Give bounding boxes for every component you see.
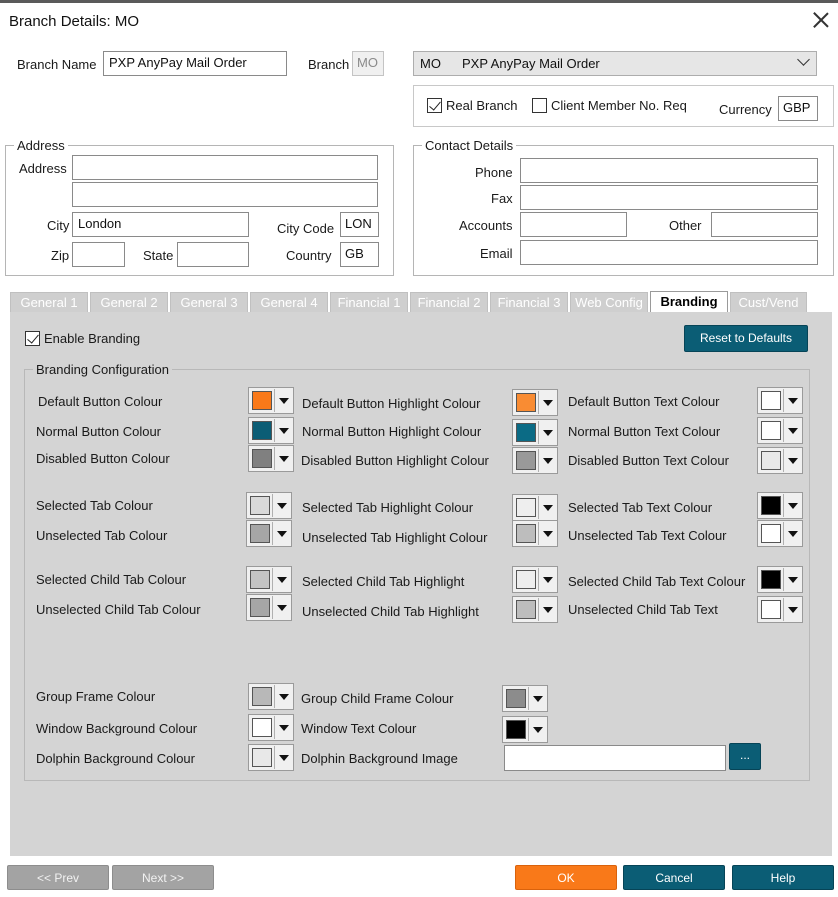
colour-chip (506, 720, 526, 739)
fax-input[interactable] (520, 185, 818, 210)
normal-button-text-colour-picker[interactable] (757, 417, 803, 444)
colour-chip (516, 570, 536, 589)
unselected-child-tab-text-picker[interactable] (757, 596, 803, 623)
dropdown-arrow-icon[interactable] (274, 746, 292, 769)
currency-label: Currency (719, 102, 772, 117)
dropdown-arrow-icon[interactable] (783, 449, 801, 472)
city-label: City (47, 218, 70, 233)
colour-chip (252, 449, 272, 468)
branch-name-label: Branch Name (17, 57, 97, 72)
unselected-child-tab-colour-label: Unselected Child Tab Colour (36, 602, 201, 617)
dropdown-arrow-icon[interactable] (274, 447, 292, 470)
dropdown-arrow-icon[interactable] (274, 685, 292, 708)
other-label: Other (669, 218, 702, 233)
city-code-input[interactable]: LON (340, 212, 379, 237)
branch-name-input[interactable]: PXP AnyPay Mail Order (103, 51, 287, 76)
disabled-button-colour-picker[interactable] (248, 445, 294, 472)
colour-chip (252, 718, 272, 737)
accounts-input[interactable] (520, 212, 627, 237)
reset-defaults-button[interactable]: Reset to Defaults (684, 325, 808, 352)
colour-chip (761, 421, 781, 440)
group-child-frame-colour-label: Group Child Frame Colour (301, 691, 454, 706)
colour-chip (250, 496, 270, 515)
branding-config-legend: Branding Configuration (36, 362, 169, 377)
selected-child-tab-highlight-picker[interactable] (512, 566, 558, 593)
dropdown-arrow-icon[interactable] (783, 522, 801, 545)
unselected-tab-highlight-colour-label: Unselected Tab Highlight Colour (302, 530, 488, 545)
selected-tab-colour-picker[interactable] (246, 492, 292, 519)
next-button[interactable]: Next >> (112, 865, 214, 890)
tab-general-4[interactable]: General 4 (250, 292, 328, 312)
unselected-child-tab-highlight-picker[interactable] (512, 596, 558, 623)
colour-chip (516, 393, 536, 412)
unselected-child-tab-text-label: Unselected Child Tab Text (568, 602, 718, 617)
dropdown-arrow-icon[interactable] (783, 598, 801, 621)
colour-chip (250, 598, 270, 617)
unselected-tab-colour-picker[interactable] (246, 520, 292, 547)
selected-tab-text-colour-label: Selected Tab Text Colour (568, 500, 713, 515)
branch-select[interactable] (413, 51, 817, 76)
selected-child-tab-colour-label: Selected Child Tab Colour (36, 572, 187, 587)
background-image-label: Dolphin Background Image (301, 751, 458, 766)
client-member-checkbox[interactable] (532, 98, 687, 113)
close-icon[interactable] (812, 11, 830, 29)
default-button-colour-label: Default Button Colour (38, 394, 163, 409)
unselected-child-tab-highlight-label: Unselected Child Tab Highlight (302, 604, 479, 619)
colour-chip (761, 524, 781, 543)
window-text-colour-picker[interactable] (502, 716, 548, 743)
real-branch-check-icon (427, 98, 442, 113)
colour-chip (516, 451, 536, 470)
enable-branding-check-icon (25, 331, 40, 346)
tab-financial-1[interactable]: Financial 1 (330, 292, 408, 312)
browse-button[interactable]: ... (729, 743, 761, 770)
disabled-button-colour-label: Disabled Button Colour (36, 451, 170, 466)
colour-chip (506, 689, 526, 708)
dropdown-arrow-icon[interactable] (783, 494, 801, 517)
tab-cust-vend[interactable]: Cust/Vend (730, 292, 807, 312)
default-button-highlight-colour-picker[interactable] (512, 389, 558, 416)
selected-child-tab-text-colour-label: Selected Child Tab Text Colour (568, 574, 746, 589)
address-line2-input[interactable] (72, 182, 378, 207)
dropdown-arrow-icon[interactable] (538, 449, 556, 472)
selected-child-tab-colour-picker[interactable] (246, 566, 292, 593)
window-top-border (0, 0, 838, 3)
country-input[interactable]: GB (340, 242, 379, 267)
tab-branding[interactable]: Branding (650, 291, 728, 313)
selected-child-tab-highlight-label: Selected Child Tab Highlight (302, 574, 465, 589)
state-label: State (143, 248, 174, 263)
contact-legend: Contact Details (425, 138, 514, 153)
address-legend: Address (17, 138, 65, 153)
group-child-frame-colour-picker[interactable] (502, 685, 548, 712)
currency-input[interactable]: GBP (778, 96, 818, 121)
default-button-text-colour-picker[interactable] (757, 387, 803, 414)
phone-label: Phone (475, 165, 513, 180)
address-label: Address (19, 161, 67, 176)
branch-code-field: MO (352, 51, 384, 76)
disabled-button-text-colour-picker[interactable] (757, 447, 803, 474)
colour-chip (516, 498, 536, 517)
real-branch-checkbox[interactable] (427, 98, 518, 113)
dropdown-arrow-icon[interactable] (274, 389, 292, 412)
disabled-button-highlight-colour-label: Disabled Button Highlight Colour (301, 453, 489, 468)
client-member-check-icon (532, 98, 547, 113)
colour-chip (252, 748, 272, 767)
default-button-highlight-colour-label: Default Button Highlight Colour (302, 396, 481, 411)
colour-chip (252, 421, 272, 440)
unselected-child-tab-colour-picker[interactable] (246, 594, 292, 621)
dropdown-arrow-icon[interactable] (272, 494, 290, 517)
group-frame-colour-label: Group Frame Colour (36, 689, 156, 704)
unselected-tab-highlight-colour-picker[interactable] (512, 520, 558, 547)
dropdown-arrow-icon[interactable] (538, 496, 556, 519)
zip-input[interactable] (72, 242, 125, 267)
default-button-text-colour-label: Default Button Text Colour (568, 394, 720, 409)
dropdown-arrow-icon[interactable] (783, 568, 801, 591)
branch-label: Branch (308, 57, 350, 72)
colour-chip (761, 600, 781, 619)
dropdown-arrow-icon[interactable] (272, 522, 290, 545)
selected-tab-highlight-colour-picker[interactable] (512, 494, 558, 521)
email-input[interactable] (520, 240, 818, 265)
unselected-tab-text-colour-picker[interactable] (757, 520, 803, 547)
real-branch-label: Real Branch (446, 98, 518, 113)
dropdown-arrow-icon[interactable] (528, 718, 546, 741)
prev-button[interactable]: << Prev (7, 865, 109, 890)
colour-chip (516, 524, 536, 543)
dropdown-arrow-icon[interactable] (538, 568, 556, 591)
disabled-button-highlight-colour-picker[interactable] (512, 447, 558, 474)
tab-financial-2[interactable]: Financial 2 (410, 292, 488, 312)
colour-chip (516, 600, 536, 619)
normal-button-colour-picker[interactable] (248, 417, 294, 444)
colour-chip (252, 687, 272, 706)
email-label: Email (480, 246, 513, 261)
selected-tab-highlight-colour-label: Selected Tab Highlight Colour (302, 500, 474, 515)
state-input[interactable] (177, 242, 249, 267)
cancel-button[interactable]: Cancel (623, 865, 725, 890)
dropdown-arrow-icon[interactable] (528, 687, 546, 710)
help-button[interactable]: Help (732, 865, 834, 890)
fax-label: Fax (491, 191, 513, 206)
tab-general-3[interactable]: General 3 (170, 292, 248, 312)
dropdown-arrow-icon[interactable] (272, 568, 290, 591)
background-image-input[interactable] (504, 745, 726, 771)
colour-chip (761, 391, 781, 410)
enable-branding-label: Enable Branding (44, 331, 141, 346)
dolphin-background-colour-picker[interactable] (248, 744, 294, 771)
selected-tab-colour-label: Selected Tab Colour (36, 498, 153, 513)
phone-input[interactable] (520, 158, 818, 183)
enable-branding-checkbox[interactable] (25, 331, 140, 346)
colour-chip (761, 451, 781, 470)
country-label: Country (286, 248, 332, 263)
dropdown-arrow-icon[interactable] (538, 421, 556, 444)
default-button-colour-picker[interactable] (248, 387, 294, 414)
disabled-button-text-colour-label: Disabled Button Text Colour (568, 453, 729, 468)
window-title: Branch Details: MO (9, 13, 140, 30)
city-code-label: City Code (277, 221, 335, 236)
normal-button-text-colour-label: Normal Button Text Colour (568, 424, 721, 439)
chevron-down-icon (797, 53, 810, 66)
unselected-tab-colour-label: Unselected Tab Colour (36, 528, 168, 543)
tab-general-2[interactable]: General 2 (90, 292, 168, 312)
accounts-label: Accounts (459, 218, 513, 233)
selected-child-tab-text-colour-picker[interactable] (757, 566, 803, 593)
colour-chip (252, 391, 272, 410)
client-member-label: Client Member No. Req (551, 98, 687, 113)
normal-button-colour-label: Normal Button Colour (36, 424, 161, 439)
dropdown-arrow-icon[interactable] (538, 598, 556, 621)
branch-select-code: MO (420, 56, 441, 71)
other-input[interactable] (711, 212, 818, 237)
window-background-colour-label: Window Background Colour (36, 721, 198, 736)
window-background-colour-picker[interactable] (248, 714, 294, 741)
dropdown-arrow-icon[interactable] (783, 419, 801, 442)
colour-chip (761, 496, 781, 515)
dropdown-arrow-icon[interactable] (274, 716, 292, 739)
city-input[interactable]: London (72, 212, 249, 237)
address-line1-input[interactable] (72, 155, 378, 180)
colour-chip (250, 524, 270, 543)
branch-select-name: PXP AnyPay Mail Order (462, 56, 600, 71)
dropdown-arrow-icon[interactable] (538, 391, 556, 414)
dropdown-arrow-icon[interactable] (274, 419, 292, 442)
group-frame-colour-picker[interactable] (248, 683, 294, 710)
zip-label: Zip (51, 248, 70, 263)
colour-chip (250, 570, 270, 589)
dropdown-arrow-icon[interactable] (783, 389, 801, 412)
ok-button[interactable]: OK (515, 865, 617, 890)
tab-web-config[interactable]: Web Config (570, 292, 648, 312)
colour-chip (516, 423, 536, 442)
dolphin-background-colour-label: Dolphin Background Colour (36, 751, 195, 766)
normal-button-highlight-colour-label: Normal Button Highlight Colour (302, 424, 482, 439)
unselected-tab-text-colour-label: Unselected Tab Text Colour (568, 528, 727, 543)
dropdown-arrow-icon[interactable] (538, 522, 556, 545)
selected-tab-text-colour-picker[interactable] (757, 492, 803, 519)
normal-button-highlight-colour-picker[interactable] (512, 419, 558, 446)
tab-financial-3[interactable]: Financial 3 (490, 292, 568, 312)
window-text-colour-label: Window Text Colour (301, 721, 417, 736)
tab-general-1[interactable]: General 1 (10, 292, 88, 312)
dropdown-arrow-icon[interactable] (272, 596, 290, 619)
colour-chip (761, 570, 781, 589)
